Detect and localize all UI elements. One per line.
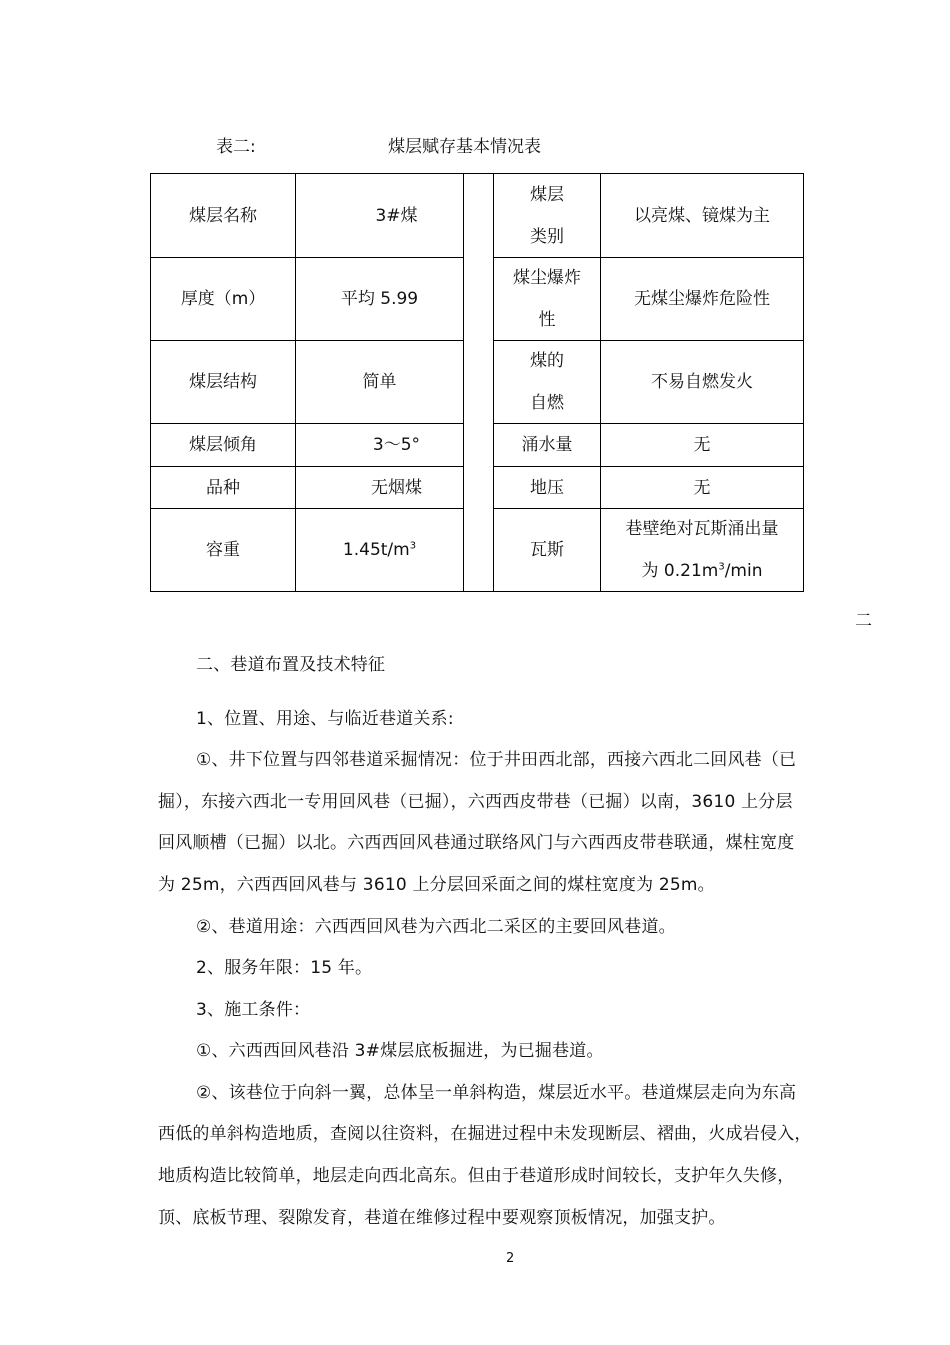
- subsection-heading: 1、位置、用途、与临近巷道关系:: [196, 709, 454, 729]
- paragraph-line: 为 25m，六西西回风巷与 3610 上分层回采面之间的煤柱宽度为 25m。: [158, 875, 715, 895]
- table-value: 巷壁绝对瓦斯涌出量 为 $0.21m^3/\min$: [625, 519, 779, 581]
- table-caption-title: 煤层赋存基本情况表: [388, 137, 541, 157]
- margin-character: 二: [855, 611, 872, 631]
- table-key: 煤层 类别: [530, 184, 564, 247]
- table-value: 无烟煤: [371, 477, 422, 498]
- table-key: 品种: [206, 477, 240, 498]
- table-value: 以亮煤、镜煤为主: [634, 205, 770, 226]
- subsection-heading: 3、施工条件：: [196, 1000, 311, 1020]
- table-value: 平均 5.99: [340, 289, 419, 309]
- table-key: 煤尘爆炸 性: [513, 268, 581, 330]
- table-key: 容重: [206, 540, 240, 560]
- paragraph-line: 掘），东接六西北一专用回风巷（已掘），六西西皮带巷（已掘）以南，3610 上分层: [158, 792, 793, 812]
- table-value: 无: [693, 477, 711, 498]
- table-caption-label: 表二:: [216, 137, 256, 157]
- table-key: 厚度（m）: [180, 289, 266, 309]
- table-value: 3#煤: [375, 205, 418, 226]
- table-value: 无煤尘爆炸危险性: [634, 289, 770, 309]
- subsection-heading: 2、服务年限：15 年。: [196, 958, 373, 978]
- table-key: 煤层名称: [189, 205, 257, 226]
- table-value: 无: [693, 435, 711, 455]
- table-key: 煤层结构: [189, 372, 257, 392]
- table-value: 3～5°: [372, 435, 421, 455]
- page-number: 2: [506, 1251, 515, 1266]
- table-key: 瓦斯: [530, 540, 564, 560]
- table-value: $1.45t/m^3$: [342, 540, 417, 560]
- table-key: 煤层倾角: [189, 435, 257, 455]
- table-key: 地压: [530, 477, 564, 498]
- table-value: 简单: [362, 372, 397, 392]
- section-heading: 二、巷道布置及技术特征: [196, 655, 386, 675]
- paragraph-line: 顶、底板节理、裂隙发育，巷道在维修过程中要观察顶板情况，加强支护。: [158, 1208, 726, 1228]
- paragraph-line: ②、该巷位于向斜一翼，总体呈一单斜构造，煤层近水平。巷道煤层走向为东高: [196, 1083, 797, 1103]
- paragraph-line: ②、巷道用途：六西西回风巷为六西北二采区的主要回风巷道。: [196, 917, 676, 937]
- paragraph-line: 地质构造比较简单，地层走向西北高东。但由于巷道形成时间较长，支护年久失修，: [158, 1166, 795, 1186]
- table-key: 煤的 自燃: [530, 351, 564, 413]
- paragraph-line: ①、井下位置与四邻巷道采掘情况：位于井田西北部，西接六西北二回风巷（已: [196, 750, 797, 770]
- paragraph-line: 回风顺槽（已掘）以北。六西西回风巷通过联络风门与六西西皮带巷联通，煤柱宽度: [158, 833, 795, 853]
- paragraph-line: ①、六西西回风巷沿 3#煤层底板掘进，为已掘巷道。: [196, 1041, 604, 1061]
- table-value: 不易自燃发火: [651, 372, 753, 392]
- paragraph-line: 西低的单斜构造地质，查阅以往资料，在掘进过程中未发现断层、褶曲，火成岩侵入，: [158, 1124, 812, 1144]
- table-key: 涌水量: [521, 435, 573, 455]
